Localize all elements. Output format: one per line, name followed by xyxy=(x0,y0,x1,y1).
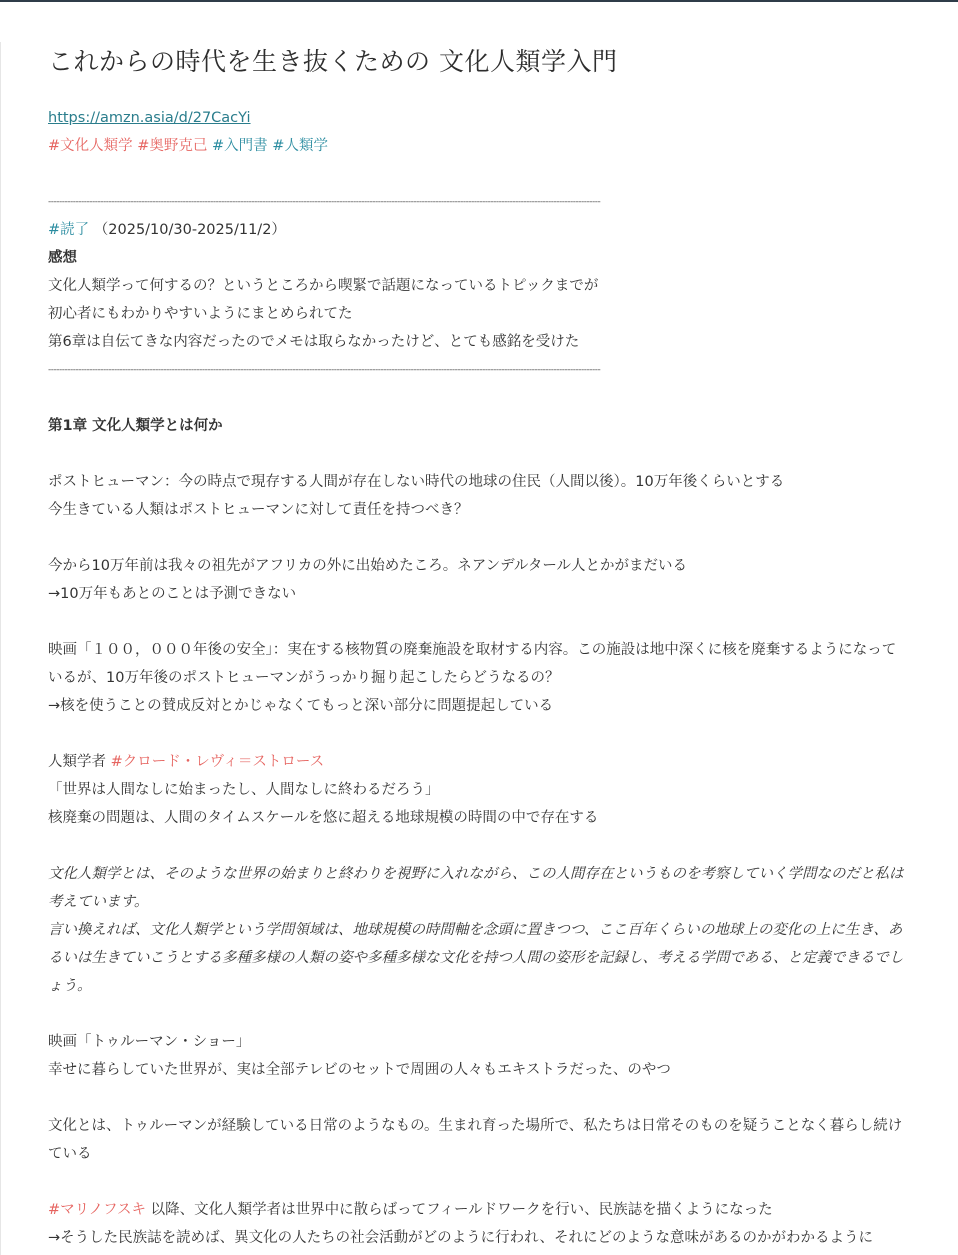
anthropologist-row xyxy=(48,748,906,776)
malinowski-row xyxy=(48,1196,906,1224)
book-link-row xyxy=(48,104,906,132)
divider-top: --------------------------------------------------------------------------------------------------------------------------------------------------------------------------------------------------------- xyxy=(48,197,601,207)
impression-line: 文化人類学って何するの？というところから喫緊で話題になっているトピックまでが xyxy=(48,278,599,294)
tag-dokuryo[interactable]: #読了 xyxy=(48,222,90,238)
impression-line: 初心者にもわかりやすいようにまとめられてた xyxy=(48,306,353,322)
tag-bunka-jinruigaku[interactable]: #文化人類学 xyxy=(48,138,133,154)
paragraph-line: 幸せに暮らしていた世界が、実は全部テレビのセットで周囲の人々もエキストラだった、のやつ xyxy=(48,1062,671,1078)
quote-paragraph: 言い換えれば、文化人類学という学問領域は、地球規模の時間軸を念頭に置きつつ、ここ百年くらいの地球上の変化の上に生き、あるいは生きていこうとする多種多様の人類の姿や多種多様な文化を持つ人間の姿形を記録し、考える学問である、と定義できるでしょう。 xyxy=(48,922,904,994)
paragraph-movie-safety: 映画「１００，０００年後の安全」：実在する核物質の廃棄施設を取材する内容。この施設は地中深くに核を廃棄するようになっているが、10万年後のポストヒューマンがうっかり掘り起こしたらどうなるの？ xyxy=(48,642,897,686)
tag-levi-strauss[interactable]: #クロード・レヴィ＝ストロース xyxy=(110,754,325,770)
tag-row xyxy=(48,132,906,160)
paragraph-culture: 文化とは、トゥルーマンが経験している日常のようなもの。生まれ育った場所で、私たちは日常そのものを疑うことなく暮らし続けている xyxy=(48,1118,903,1162)
page-left-edge xyxy=(0,42,1,1255)
tag-okuno-katsumi[interactable]: #奥野克己 xyxy=(137,138,208,154)
paragraph-line: 今生きている人類はポストヒューマンに対して責任を持つべき？ xyxy=(48,502,469,518)
tag-jinruigaku[interactable]: #人類学 xyxy=(272,138,328,154)
tag-malinowski[interactable]: #マリノフスキ xyxy=(48,1202,146,1218)
paragraph-line: →核を使うことの賛成反対とかじゃなくてもっと深い部分に問題提起している xyxy=(48,698,554,714)
impressions-heading: 感想 xyxy=(48,250,77,266)
book-link[interactable]: https://amzn.asia/d/27CacYi xyxy=(48,110,251,126)
paragraph-line: 核廃棄の問題は、人間のタイムスケールを悠に超える地球規模の時間の中で存在する xyxy=(48,810,599,826)
paragraph-line: 今から10万年前は我々の祖先がアフリカの外に出始めたころ。ネアンデルタール人とかがまだいる xyxy=(48,558,688,574)
tag-nyumonsho[interactable]: #入門書 xyxy=(212,138,268,154)
paragraph-line: →そうした民族誌を読めば、異文化の人たちの社会活動がどのように行われ、それにどのような意味があるのかがわかるように xyxy=(48,1230,874,1246)
paragraph-line: →10万年もあとのことは予測できない xyxy=(48,586,297,602)
paragraph-line: 映画「トゥルーマン・ショー」 xyxy=(48,1034,251,1050)
read-dates: （2025/10/30-2025/11/2） xyxy=(93,222,286,238)
impression-line: 第6章は自伝てきな内容だったのでメモは取らなかったけど、とても感銘を受けた xyxy=(48,334,580,350)
page-title: これからの時代を生き抜くための 文化人類学入門 xyxy=(48,47,618,76)
note-content xyxy=(48,40,906,1252)
window-top-border xyxy=(0,0,958,2)
paragraph-line: 「世界は人間なしに始まったし、人間なしに終わるだろう」 xyxy=(48,782,440,798)
divider-bottom: --------------------------------------------------------------------------------------------------------------------------------------------------------------------------------------------------------- xyxy=(48,365,601,375)
malinowski-text: 以降、文化人類学者は世界中に散らばってフィールドワークを行い、民族誌を描くようになった xyxy=(146,1202,773,1218)
chapter1-heading: 第1章 文化人類学とは何か xyxy=(48,418,223,434)
quote-paragraph: 文化人類学とは、そのような世界の始まりと終わりを視野に入れながら、この人間存在というものを考察していく学問なのだと私は考えています。 xyxy=(48,866,904,910)
read-row xyxy=(48,216,906,244)
anthropologist-label: 人類学者 xyxy=(48,754,111,770)
paragraph-line: ポストヒューマン：今の時点で現存する人間が存在しない時代の地球の住民（人間以後）。10万年後くらいとする xyxy=(48,474,785,490)
